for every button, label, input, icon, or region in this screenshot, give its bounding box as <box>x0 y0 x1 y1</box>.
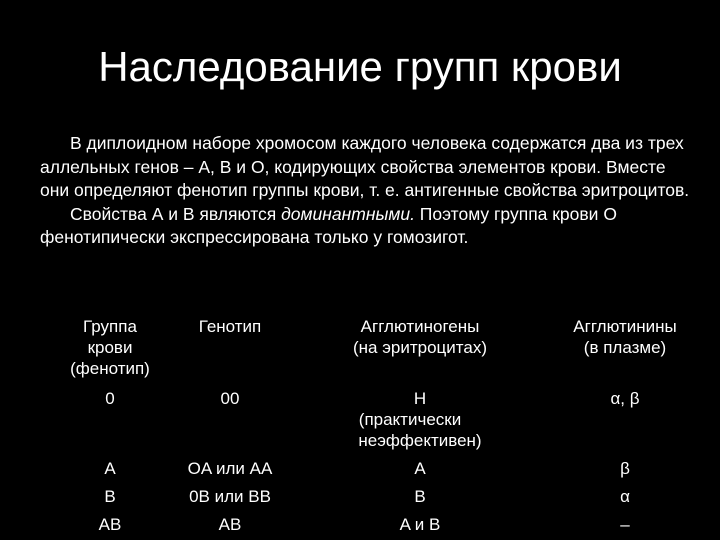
slide-body <box>40 132 690 250</box>
row-0-agglutinogen-line-1: Н <box>413 389 427 408</box>
header-phenotype <box>50 316 170 379</box>
header-agglutinins-line-1: Агглютинины <box>573 317 677 336</box>
row-0-agglutinogens <box>320 388 520 451</box>
row-0-agglutinogen-line-3: неэффективен) <box>358 431 482 450</box>
row-0-agglutinins: α, β <box>610 389 640 408</box>
row-2-agglutinogens: B <box>414 487 426 506</box>
dominant-emphasis: доминантными. <box>281 203 415 224</box>
row-1-phenotype: A <box>104 459 116 478</box>
header-agglutinogens <box>320 316 520 358</box>
paragraph-2-start: Свойства А и В являются <box>70 203 282 224</box>
header-agglutinogens-line-1: Агглютиногены <box>360 317 480 336</box>
row-3-genotype: AB <box>218 515 242 534</box>
header-phenotype-line-2: крови <box>87 338 133 357</box>
header-phenotype-line-3: (фенотип) <box>70 359 150 378</box>
row-0-agglutinogen-line-2: (практически <box>358 410 462 429</box>
paragraph-2 <box>40 203 690 250</box>
row-1-agglutinins: β <box>620 459 630 478</box>
slide-title: Наследование групп крови <box>98 43 622 90</box>
paragraph-1: В диплоидном наборе хромосом каждого человека содержатся два из трех аллельных генов – А, В и О, кодирующих свойства элементов крови. Вместе они определяют фенотип группы крови, т. е. антигенные свойства эритроцитов. <box>40 133 690 200</box>
header-genotype: Генотип <box>198 317 262 336</box>
row-3-agglutinins: – <box>620 515 630 534</box>
row-1-agglutinogens: A <box>414 459 426 478</box>
header-agglutinins-line-2: (в плазме) <box>583 338 667 357</box>
paragraph-2-end: Поэтому группа крови О фенотипически экспрессирована только у гомозигот. <box>40 203 617 247</box>
row-3-phenotype: AB <box>98 515 122 534</box>
row-0-phenotype: 0 <box>105 389 115 408</box>
header-agglutinogens-line-2: (на эритроцитах) <box>353 338 487 357</box>
row-2-genotype: 0B или BB <box>189 487 271 506</box>
row-3-agglutinogens: A и B <box>399 515 441 534</box>
row-0-genotype: 00 <box>220 389 240 408</box>
row-2-agglutinins: α <box>620 487 630 506</box>
header-phenotype-line-1: Группа <box>83 317 137 336</box>
row-2-phenotype: B <box>104 487 116 506</box>
header-agglutinins <box>540 316 710 358</box>
row-1-genotype: OA или AA <box>187 459 273 478</box>
